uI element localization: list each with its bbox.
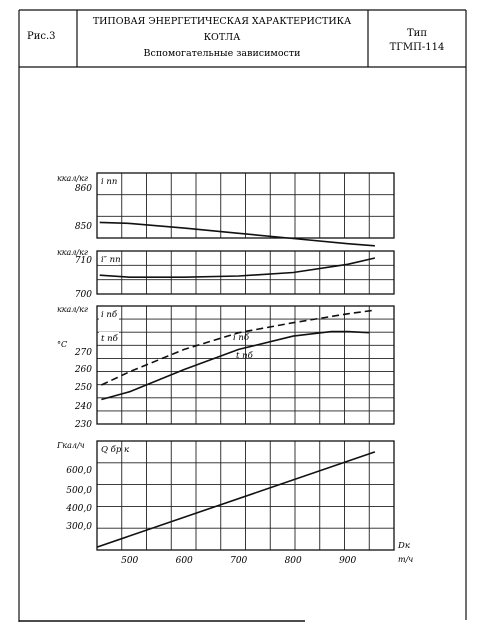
unit-label: Гкал/ч [57, 441, 85, 450]
chart-panel-Q [56, 441, 394, 550]
series-label: i пб [233, 333, 250, 343]
y-tick-label: 850 [74, 222, 92, 232]
figure-label: Рис.3 [27, 31, 56, 42]
y-tick-label: 500,0 [66, 486, 92, 496]
x-axis-label: Dк [398, 541, 410, 551]
series-line-dashed [101, 311, 372, 386]
charts-area [56, 173, 413, 566]
y-tick-label: 710 [74, 256, 92, 266]
y-tick-label: 230 [74, 420, 92, 430]
y-tick-label: 400,0 [66, 504, 92, 514]
unit-label: ккал/кг [57, 174, 88, 183]
param-label: i″ пп [101, 255, 121, 265]
y-tick-label: 250 [74, 383, 92, 393]
y-tick-label: 300,0 [66, 522, 92, 532]
param-label: Q бр к [101, 445, 130, 455]
x-axis-unit: т/ч [398, 555, 414, 564]
chart-panel-t_pb [57, 305, 394, 430]
chart-title-line3: Вспомогательные зависимости [143, 48, 301, 59]
series-line [97, 452, 375, 547]
y-tick-label: 270 [74, 348, 92, 358]
y-tick-label: 260 [74, 365, 92, 375]
chart-title-line2: КОТЛА [203, 32, 241, 43]
unit-label: °С [57, 340, 68, 349]
series-label: t пб [236, 351, 253, 361]
chart-title-line1: ТИПОВАЯ ЭНЕРГЕТИЧЕСКАЯ ХАРАКТЕРИСТИКА [92, 16, 352, 27]
x-tick-label: 600 [175, 556, 193, 566]
y-tick-label: 240 [74, 402, 92, 412]
y-tick-label: 600,0 [66, 466, 92, 476]
unit-label: ккал/кг [57, 248, 88, 257]
series-line [100, 258, 375, 277]
type-label: Тип [407, 28, 427, 39]
x-tick-label: 800 [284, 556, 302, 566]
x-tick-label: 700 [230, 556, 248, 566]
param-label: i пб [101, 310, 118, 320]
y-tick-label: 700 [74, 290, 92, 300]
y-tick-label: 860 [74, 184, 92, 194]
chart-panel-i_pp [57, 173, 394, 246]
x-tick-label: 500 [121, 556, 139, 566]
x-tick-label: 900 [339, 556, 357, 566]
param-label: i пп [101, 177, 118, 187]
chart-panel-i_pp_reheat [57, 248, 394, 300]
series-line [100, 222, 375, 245]
param-label: t пб [101, 334, 118, 344]
unit-label: ккал/кг [57, 305, 88, 314]
type-value: ТГМП-114 [389, 42, 445, 53]
